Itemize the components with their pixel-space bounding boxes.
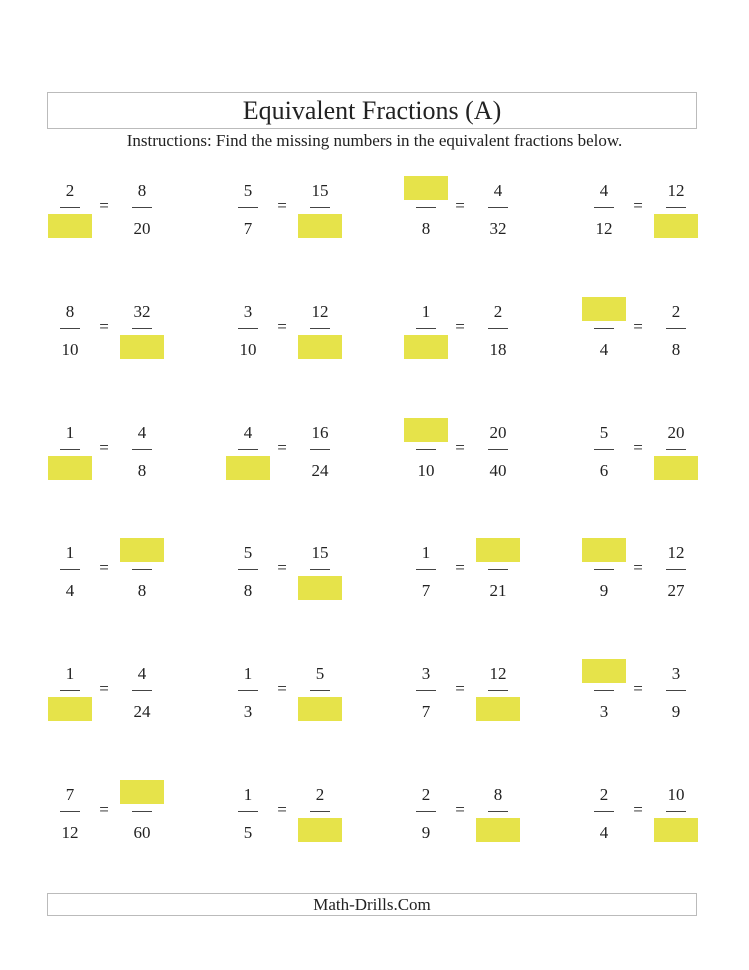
equals-sign: = — [99, 800, 109, 819]
denominator: 9 — [671, 702, 681, 721]
numerator: 1 — [421, 543, 431, 562]
fraction — [47, 172, 93, 242]
numerator: 12 — [311, 302, 329, 321]
fraction-problem — [225, 414, 375, 484]
numerator: 12 — [489, 664, 507, 683]
denominator: 20 — [133, 219, 151, 238]
denominator: 24 — [133, 702, 151, 721]
denominator: 5 — [243, 823, 253, 842]
answer-blank[interactable] — [404, 335, 448, 359]
numerator: 2 — [493, 302, 503, 321]
fraction-bar — [238, 328, 258, 329]
equals-sign: = — [455, 317, 465, 336]
equals-sign: = — [633, 679, 643, 698]
fraction-bar — [416, 449, 436, 450]
denominator: 10 — [61, 340, 79, 359]
fraction-problem — [403, 534, 553, 604]
denominator: 3 — [243, 702, 253, 721]
fraction-bar — [594, 811, 614, 812]
numerator: 10 — [667, 785, 685, 804]
fraction — [225, 776, 271, 846]
fraction-bar — [416, 690, 436, 691]
fraction-bar — [60, 569, 80, 570]
fraction-problem — [581, 534, 731, 604]
fraction — [403, 534, 449, 604]
answer-blank[interactable] — [120, 335, 164, 359]
fraction-bar — [132, 811, 152, 812]
numerator: 2 — [599, 785, 609, 804]
fraction — [225, 414, 271, 484]
fraction — [225, 293, 271, 363]
equals-sign: = — [99, 196, 109, 215]
denominator: 21 — [489, 581, 507, 600]
fraction-bar — [416, 328, 436, 329]
fraction — [47, 534, 93, 604]
fraction-problem — [47, 776, 197, 846]
answer-blank[interactable] — [48, 456, 92, 480]
fraction — [403, 414, 449, 484]
numerator: 12 — [667, 543, 685, 562]
fraction — [47, 655, 93, 725]
answer-blank[interactable] — [582, 297, 626, 321]
fraction — [475, 655, 521, 725]
denominator: 60 — [133, 823, 151, 842]
numerator: 1 — [65, 543, 75, 562]
fraction-bar — [310, 207, 330, 208]
fraction — [475, 776, 521, 846]
answer-blank[interactable] — [404, 418, 448, 442]
fraction-problem — [225, 655, 375, 725]
fraction-bar — [238, 569, 258, 570]
fraction-bar — [416, 811, 436, 812]
fraction-bar — [594, 449, 614, 450]
fraction — [581, 534, 627, 604]
fraction-problem — [47, 293, 197, 363]
fraction — [581, 293, 627, 363]
fraction-problem — [47, 534, 197, 604]
fraction-problem — [581, 414, 731, 484]
instructions: Instructions: Find the missing numbers in the equivalent fractions below. — [126, 131, 623, 150]
fraction-problem — [403, 655, 553, 725]
numerator: 1 — [243, 664, 253, 683]
answer-blank[interactable] — [298, 335, 342, 359]
equals-sign: = — [99, 679, 109, 698]
fraction — [297, 414, 343, 484]
fraction — [403, 776, 449, 846]
fraction — [225, 172, 271, 242]
numerator: 7 — [65, 785, 75, 804]
equals-sign: = — [277, 679, 287, 698]
equals-sign: = — [99, 317, 109, 336]
fraction — [119, 293, 165, 363]
equals-sign: = — [455, 196, 465, 215]
denominator: 12 — [61, 823, 79, 842]
numerator: 15 — [311, 543, 329, 562]
fraction — [297, 172, 343, 242]
fraction — [653, 172, 699, 242]
fraction-bar — [60, 449, 80, 450]
denominator: 8 — [137, 581, 147, 600]
fraction-bar — [310, 328, 330, 329]
fraction — [581, 655, 627, 725]
numerator: 20 — [489, 423, 507, 442]
numerator: 1 — [65, 664, 75, 683]
fraction — [119, 534, 165, 604]
fraction — [297, 534, 343, 604]
fraction — [47, 293, 93, 363]
equals-sign: = — [633, 800, 643, 819]
equals-sign: = — [455, 438, 465, 457]
fraction-problem — [47, 172, 197, 242]
numerator: 8 — [493, 785, 503, 804]
denominator: 32 — [489, 219, 507, 238]
fraction-bar — [310, 569, 330, 570]
numerator: 3 — [671, 664, 681, 683]
equals-sign: = — [455, 679, 465, 698]
answer-blank[interactable] — [582, 538, 626, 562]
fraction — [475, 534, 521, 604]
fraction — [119, 655, 165, 725]
answer-blank[interactable] — [654, 456, 698, 480]
equals-sign: = — [455, 558, 465, 577]
answer-blank[interactable] — [298, 214, 342, 238]
denominator: 4 — [65, 581, 75, 600]
fraction-bar — [594, 207, 614, 208]
fraction-bar — [488, 449, 508, 450]
answer-blank[interactable] — [476, 538, 520, 562]
fraction-bar — [310, 449, 330, 450]
answer-blank[interactable] — [654, 214, 698, 238]
numerator: 16 — [311, 423, 329, 442]
equals-sign: = — [633, 196, 643, 215]
fraction — [475, 293, 521, 363]
equals-sign: = — [277, 196, 287, 215]
fraction-bar — [238, 207, 258, 208]
denominator: 9 — [599, 581, 609, 600]
answer-blank[interactable] — [476, 697, 520, 721]
numerator: 15 — [311, 181, 329, 200]
numerator: 32 — [133, 302, 151, 321]
fraction-bar — [666, 569, 686, 570]
fraction — [653, 414, 699, 484]
answer-blank[interactable] — [476, 818, 520, 842]
numerator: 5 — [315, 664, 325, 683]
fraction-bar — [132, 328, 152, 329]
denominator: 8 — [671, 340, 681, 359]
equals-sign: = — [455, 800, 465, 819]
denominator: 4 — [599, 340, 609, 359]
fraction-bar — [60, 811, 80, 812]
fraction — [297, 776, 343, 846]
fraction-bar — [310, 690, 330, 691]
fraction — [47, 414, 93, 484]
fraction-bar — [666, 811, 686, 812]
denominator: 3 — [599, 702, 609, 721]
fraction — [475, 414, 521, 484]
fraction-problem — [403, 414, 553, 484]
equals-sign: = — [99, 558, 109, 577]
answer-blank[interactable] — [48, 697, 92, 721]
fraction-bar — [416, 207, 436, 208]
fraction-bar — [238, 449, 258, 450]
fraction-problem — [581, 776, 731, 846]
fraction-bar — [488, 569, 508, 570]
equals-sign: = — [633, 558, 643, 577]
fraction-bar — [60, 690, 80, 691]
fraction — [653, 293, 699, 363]
fraction — [653, 655, 699, 725]
equals-sign: = — [633, 317, 643, 336]
denominator: 12 — [595, 219, 613, 238]
answer-blank[interactable] — [298, 818, 342, 842]
numerator: 20 — [667, 423, 685, 442]
equals-sign: = — [277, 800, 287, 819]
fraction — [653, 534, 699, 604]
denominator: 8 — [137, 461, 147, 480]
fraction — [119, 414, 165, 484]
fraction-bar — [594, 690, 614, 691]
denominator: 10 — [239, 340, 257, 359]
fraction — [47, 776, 93, 846]
numerator: 12 — [667, 181, 685, 200]
fraction — [475, 172, 521, 242]
fraction-bar — [132, 569, 152, 570]
denominator: 4 — [599, 823, 609, 842]
fraction-bar — [666, 207, 686, 208]
answer-blank[interactable] — [298, 576, 342, 600]
denominator: 40 — [489, 461, 507, 480]
fraction-bar — [238, 811, 258, 812]
fraction — [403, 293, 449, 363]
denominator: 10 — [417, 461, 435, 480]
fraction-bar — [666, 449, 686, 450]
answer-blank[interactable] — [48, 214, 92, 238]
denominator: 7 — [421, 581, 431, 600]
worksheet-title: Equivalent Fractions (A) — [47, 92, 697, 129]
equals-sign: = — [633, 438, 643, 457]
fraction-problem — [581, 293, 731, 363]
numerator: 5 — [243, 543, 253, 562]
fraction-bar — [488, 328, 508, 329]
fraction — [225, 655, 271, 725]
numerator: 8 — [65, 302, 75, 321]
fraction-problem — [581, 172, 731, 242]
fraction-bar — [132, 690, 152, 691]
numerator: 1 — [65, 423, 75, 442]
fraction — [403, 655, 449, 725]
answer-blank[interactable] — [226, 456, 270, 480]
fraction-bar — [60, 207, 80, 208]
equals-sign: = — [277, 558, 287, 577]
numerator: 3 — [243, 302, 253, 321]
fraction-problem — [225, 534, 375, 604]
denominator: 27 — [667, 581, 685, 600]
fraction — [653, 776, 699, 846]
denominator: 9 — [421, 823, 431, 842]
fraction-problem — [403, 776, 553, 846]
numerator: 4 — [243, 423, 253, 442]
fraction-problem — [225, 172, 375, 242]
fraction-bar — [666, 328, 686, 329]
fraction-bar — [238, 690, 258, 691]
fraction — [297, 655, 343, 725]
equals-sign: = — [277, 438, 287, 457]
fraction — [581, 172, 627, 242]
fraction-problem — [581, 655, 731, 725]
fraction-bar — [594, 569, 614, 570]
numerator: 2 — [65, 181, 75, 200]
numerator: 5 — [243, 181, 253, 200]
fraction-bar — [416, 569, 436, 570]
numerator: 2 — [671, 302, 681, 321]
fraction — [581, 414, 627, 484]
fraction-bar — [666, 690, 686, 691]
denominator: 6 — [599, 461, 609, 480]
fraction-bar — [594, 328, 614, 329]
fraction — [581, 776, 627, 846]
denominator: 24 — [311, 461, 329, 480]
answer-blank[interactable] — [404, 176, 448, 200]
fraction — [403, 172, 449, 242]
denominator: 7 — [421, 702, 431, 721]
numerator: 5 — [599, 423, 609, 442]
equals-sign: = — [99, 438, 109, 457]
fraction-bar — [132, 207, 152, 208]
answer-blank[interactable] — [654, 818, 698, 842]
numerator: 4 — [137, 423, 147, 442]
answer-blank[interactable] — [582, 659, 626, 683]
fraction-problem — [47, 655, 197, 725]
fraction-bar — [310, 811, 330, 812]
numerator: 8 — [137, 181, 147, 200]
fraction-problem — [47, 414, 197, 484]
fraction — [119, 776, 165, 846]
fraction-bar — [488, 690, 508, 691]
answer-blank[interactable] — [298, 697, 342, 721]
fraction — [225, 534, 271, 604]
numerator: 4 — [599, 181, 609, 200]
fraction-bar — [132, 449, 152, 450]
fraction-problem — [403, 172, 553, 242]
numerator: 2 — [315, 785, 325, 804]
fraction-bar — [488, 811, 508, 812]
fraction-bar — [488, 207, 508, 208]
fraction — [119, 172, 165, 242]
answer-blank[interactable] — [120, 780, 164, 804]
numerator: 4 — [493, 181, 503, 200]
fraction-bar — [60, 328, 80, 329]
denominator: 18 — [489, 340, 507, 359]
fraction-problem — [225, 776, 375, 846]
fraction — [297, 293, 343, 363]
denominator: 8 — [243, 581, 253, 600]
equals-sign: = — [277, 317, 287, 336]
numerator: 4 — [137, 664, 147, 683]
footer-site: Math-Drills.Com — [47, 893, 697, 916]
numerator: 1 — [421, 302, 431, 321]
numerator: 2 — [421, 785, 431, 804]
fraction-problem — [225, 293, 375, 363]
numerator: 3 — [421, 664, 431, 683]
numerator: 1 — [243, 785, 253, 804]
fraction-problem — [403, 293, 553, 363]
denominator: 8 — [421, 219, 431, 238]
answer-blank[interactable] — [120, 538, 164, 562]
denominator: 7 — [243, 219, 253, 238]
